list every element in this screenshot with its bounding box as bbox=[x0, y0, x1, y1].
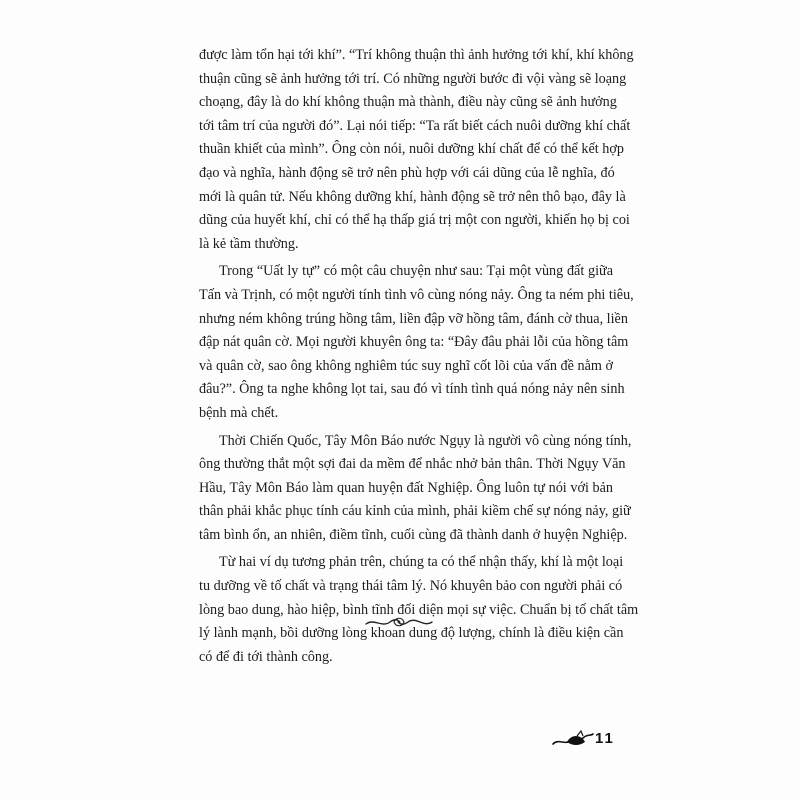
page-number: 11 bbox=[595, 730, 615, 747]
text-line: đập nát quân cờ. Mọi người khuyên ông ta: “Đây đâu phải lỗi của hồng tâm bbox=[199, 334, 629, 351]
text-line: là kẻ tầm thường. bbox=[199, 235, 299, 252]
text-line: được làm tổn hại tới khí”. “Trí không thuận thì ảnh hưởng tới khí, khí không bbox=[199, 47, 634, 63]
text-line: thuận cũng sẽ ảnh hưởng tới trí. Có những người bước đi vội vàng sẽ loạng bbox=[199, 70, 627, 87]
text-line: lý lành mạnh, bồi dưỡng lòng khoan dung độ lượng, chính là điều kiện cần bbox=[199, 625, 624, 642]
paragraph-4 bbox=[199, 551, 639, 669]
text-line: thuần khiết của mình”. Ông còn nói, nuôi dưỡng khí chất để có thể kết hợp bbox=[199, 141, 624, 158]
text-line: và quân cờ, sao ông không nghiêm túc suy nghĩ cốt lõi của vấn đề nằm ở bbox=[199, 357, 613, 374]
text-line: bệnh mà chết. bbox=[199, 404, 279, 421]
text-line: ông thường thắt một sợi đai da mềm để nhắc nhở bản thân. Thời Ngụy Văn bbox=[199, 456, 626, 473]
text-line: Từ hai ví dụ tương phản trên, chúng ta có thể nhận thấy, khí là một loại bbox=[219, 554, 624, 571]
text-line: nhưng ném không trúng hồng tâm, liền đập vỡ hồng tâm, đánh cờ thua, liền bbox=[199, 310, 628, 327]
text-line: tu dưỡng về tố chất và trạng thái tâm lý. Nó khuyên bảo con người phải có bbox=[199, 578, 623, 595]
text-line: Tấn và Trịnh, có một người tính tình vô cùng nóng nảy. Ông ta ném phi tiêu, bbox=[199, 286, 634, 303]
text-line: đâu?”. Ông ta nghe không lọt tai, sau đó vì tính tình quá nóng nảy nên sinh bbox=[199, 381, 625, 398]
corner-flourish-icon bbox=[551, 728, 595, 750]
paragraph-1 bbox=[199, 44, 634, 256]
text-line: Thời Chiến Quốc, Tây Môn Báo nước Ngụy là người vô cùng nóng tính, bbox=[219, 432, 632, 449]
text-line: lòng bao dung, hào hiệp, bình tĩnh đối diện mọi sự việc. Chuẩn bị tố chất tâm bbox=[199, 601, 639, 618]
text-line: choạng, đây là do khí không thuận mà thành, điều này cũng sẽ ảnh hưởng bbox=[199, 94, 617, 111]
text-line: tâm bình ổn, an nhiên, điềm tĩnh, cuối cùng đã thành danh ở huyện Nghiệp. bbox=[199, 526, 628, 543]
text-line: đạo và nghĩa, hành động sẽ trở nên phù hợp với cái dũng của lễ nghĩa, đó bbox=[199, 164, 615, 181]
paragraph-2 bbox=[199, 260, 634, 425]
text-line: tới tâm trí của người đó”. Lại nói tiếp: “Ta rất biết cách nuôi dưỡng khí chất bbox=[199, 117, 631, 134]
text-line: Hầu, Tây Môn Báo làm quan huyện đất Nghiệp. Ông luôn tự nói với bản bbox=[199, 479, 613, 496]
text-line: có để đi tới thành công. bbox=[199, 648, 333, 665]
text-line: mới là quân tử. Nếu không dưỡng khí, hành động sẽ trở nên thô bạo, đây là bbox=[199, 188, 626, 205]
section-divider-flourish-icon bbox=[364, 612, 434, 632]
paragraph-3 bbox=[199, 430, 632, 548]
text-line: Trong “Uất ly tự” có một câu chuyện như sau: Tại một vùng đất giữa bbox=[219, 263, 613, 280]
text-line: thân phải khắc phục tính cáu kỉnh của mình, phải kiềm chế sự nóng nảy, giữ bbox=[199, 503, 631, 520]
body-text bbox=[199, 44, 639, 673]
text-line: dũng của huyết khí, chỉ có thể hạ thấp giá trị một con người, khiến họ bị coi bbox=[199, 212, 630, 229]
